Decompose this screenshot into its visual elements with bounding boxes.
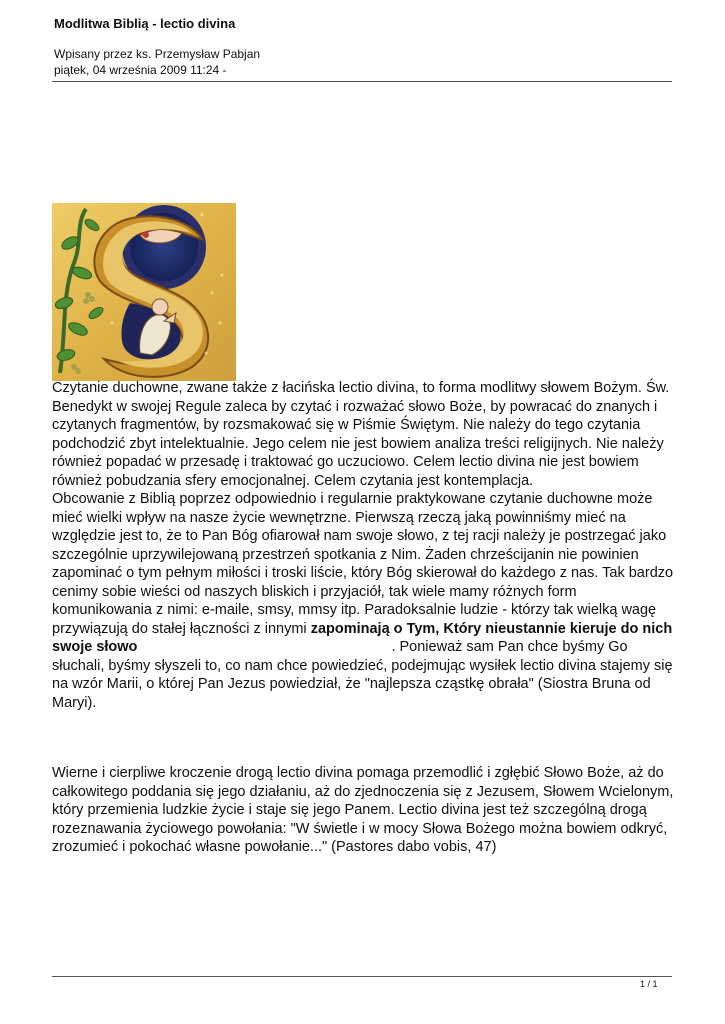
illuminated-initial-s-image xyxy=(52,203,236,381)
article-meta xyxy=(54,46,260,78)
paragraph-second: Wierne i cierpliwe kroczenie drogą lectio divina pomaga przemodlić i zgłębić Słowo Boże, aż do całkowitego poddania się jego działaniu, aż do zjednoczenia się z Jezusem, Słowem Wcielonym, który przemienia ludzkie życie i staje się jego Panem. Lectio divina jest też szczególną drogą rozeznawania życiowego powołania: "W świetle i w mocy Słowa Bożego można bowiem odkryć, zrozumieć i pokochać własne powołanie..." (Pastores dabo vobis, 47) xyxy=(52,765,674,855)
header-divider xyxy=(52,81,672,82)
page-number: 1 / 1 xyxy=(640,979,658,989)
author-line: Wpisany przez ks. Przemysław Pabjan xyxy=(54,47,261,61)
intro-continuation: Obcowanie z Biblią poprzez odpowiednio i regularnie praktykowane czytanie duchowne może mieć wielki wpływ na nasze życie wewnętrzne. Pierwszą rzeczą jaką powinniśmy mieć na względzie jest to, że to Pan Bóg ofiarował nam swoje słowo, z tej racji należy je postrzegać jako szczególnie uprzywilejowaną przestrzeń spotkania z Nim. Żaden chrześcijanin nie powinien zapominać o tym pełnym miłości i troski liście, który Bóg skierował do każdego z nas. Tak bardzo cenimy sobie wieści od naszych bliskich i przyjaciół, tak wiele mamy różnych form komunikowania z nimi: e-maile, smsy, mmsy itp. Paradoksalnie ludzie - którzy tak wielką wagę przywiązują do stałej łączności z innymi xyxy=(52,491,674,637)
emphasized-text: zapominają o Tym, Który nieustannie kieruje do nich swoje słowo xyxy=(52,620,673,655)
intro-text: Czytanie duchowne, zwane także z łacińska lectio divina, to forma modlitwy słowem Bożym. Św. Benedykt w swojej Regule zaleca by czytać i rozważać słowo Boże, by powracać do znanych i czytanych fragmentów, by rozsmakować się w Piśmie Świętym. Nie należy do tego czytania podchodzić zbyt intelektualnie. Jego celem nie jest bowiem analiza treści religijnych. Nie należy również popadać w przesadę i traktować go uczuciowo. Celem lectio divina nie jest bowiem również pobudzania sfery emocjonalnej. Celem czytania jest kontemplacja. xyxy=(52,380,670,489)
intro-ending: . Ponieważ sam Pan chce byśmy Go słuchali, byśmy słyszeli to, co nam chce powiedzieć, podejmując wysiłek lectio divina stajemy się na wzór Marii, o której Pan Jezus powiedział, że "najlepsza cząstkę obrała" (Siostra Bruna od Maryi). xyxy=(52,639,673,711)
footer-divider xyxy=(52,976,672,977)
paragraph-intro xyxy=(52,379,677,712)
date-line: piątek, 04 września 2009 11:24 - xyxy=(54,63,227,77)
page-title: Modlitwa Biblią - lectio divina xyxy=(54,16,236,31)
